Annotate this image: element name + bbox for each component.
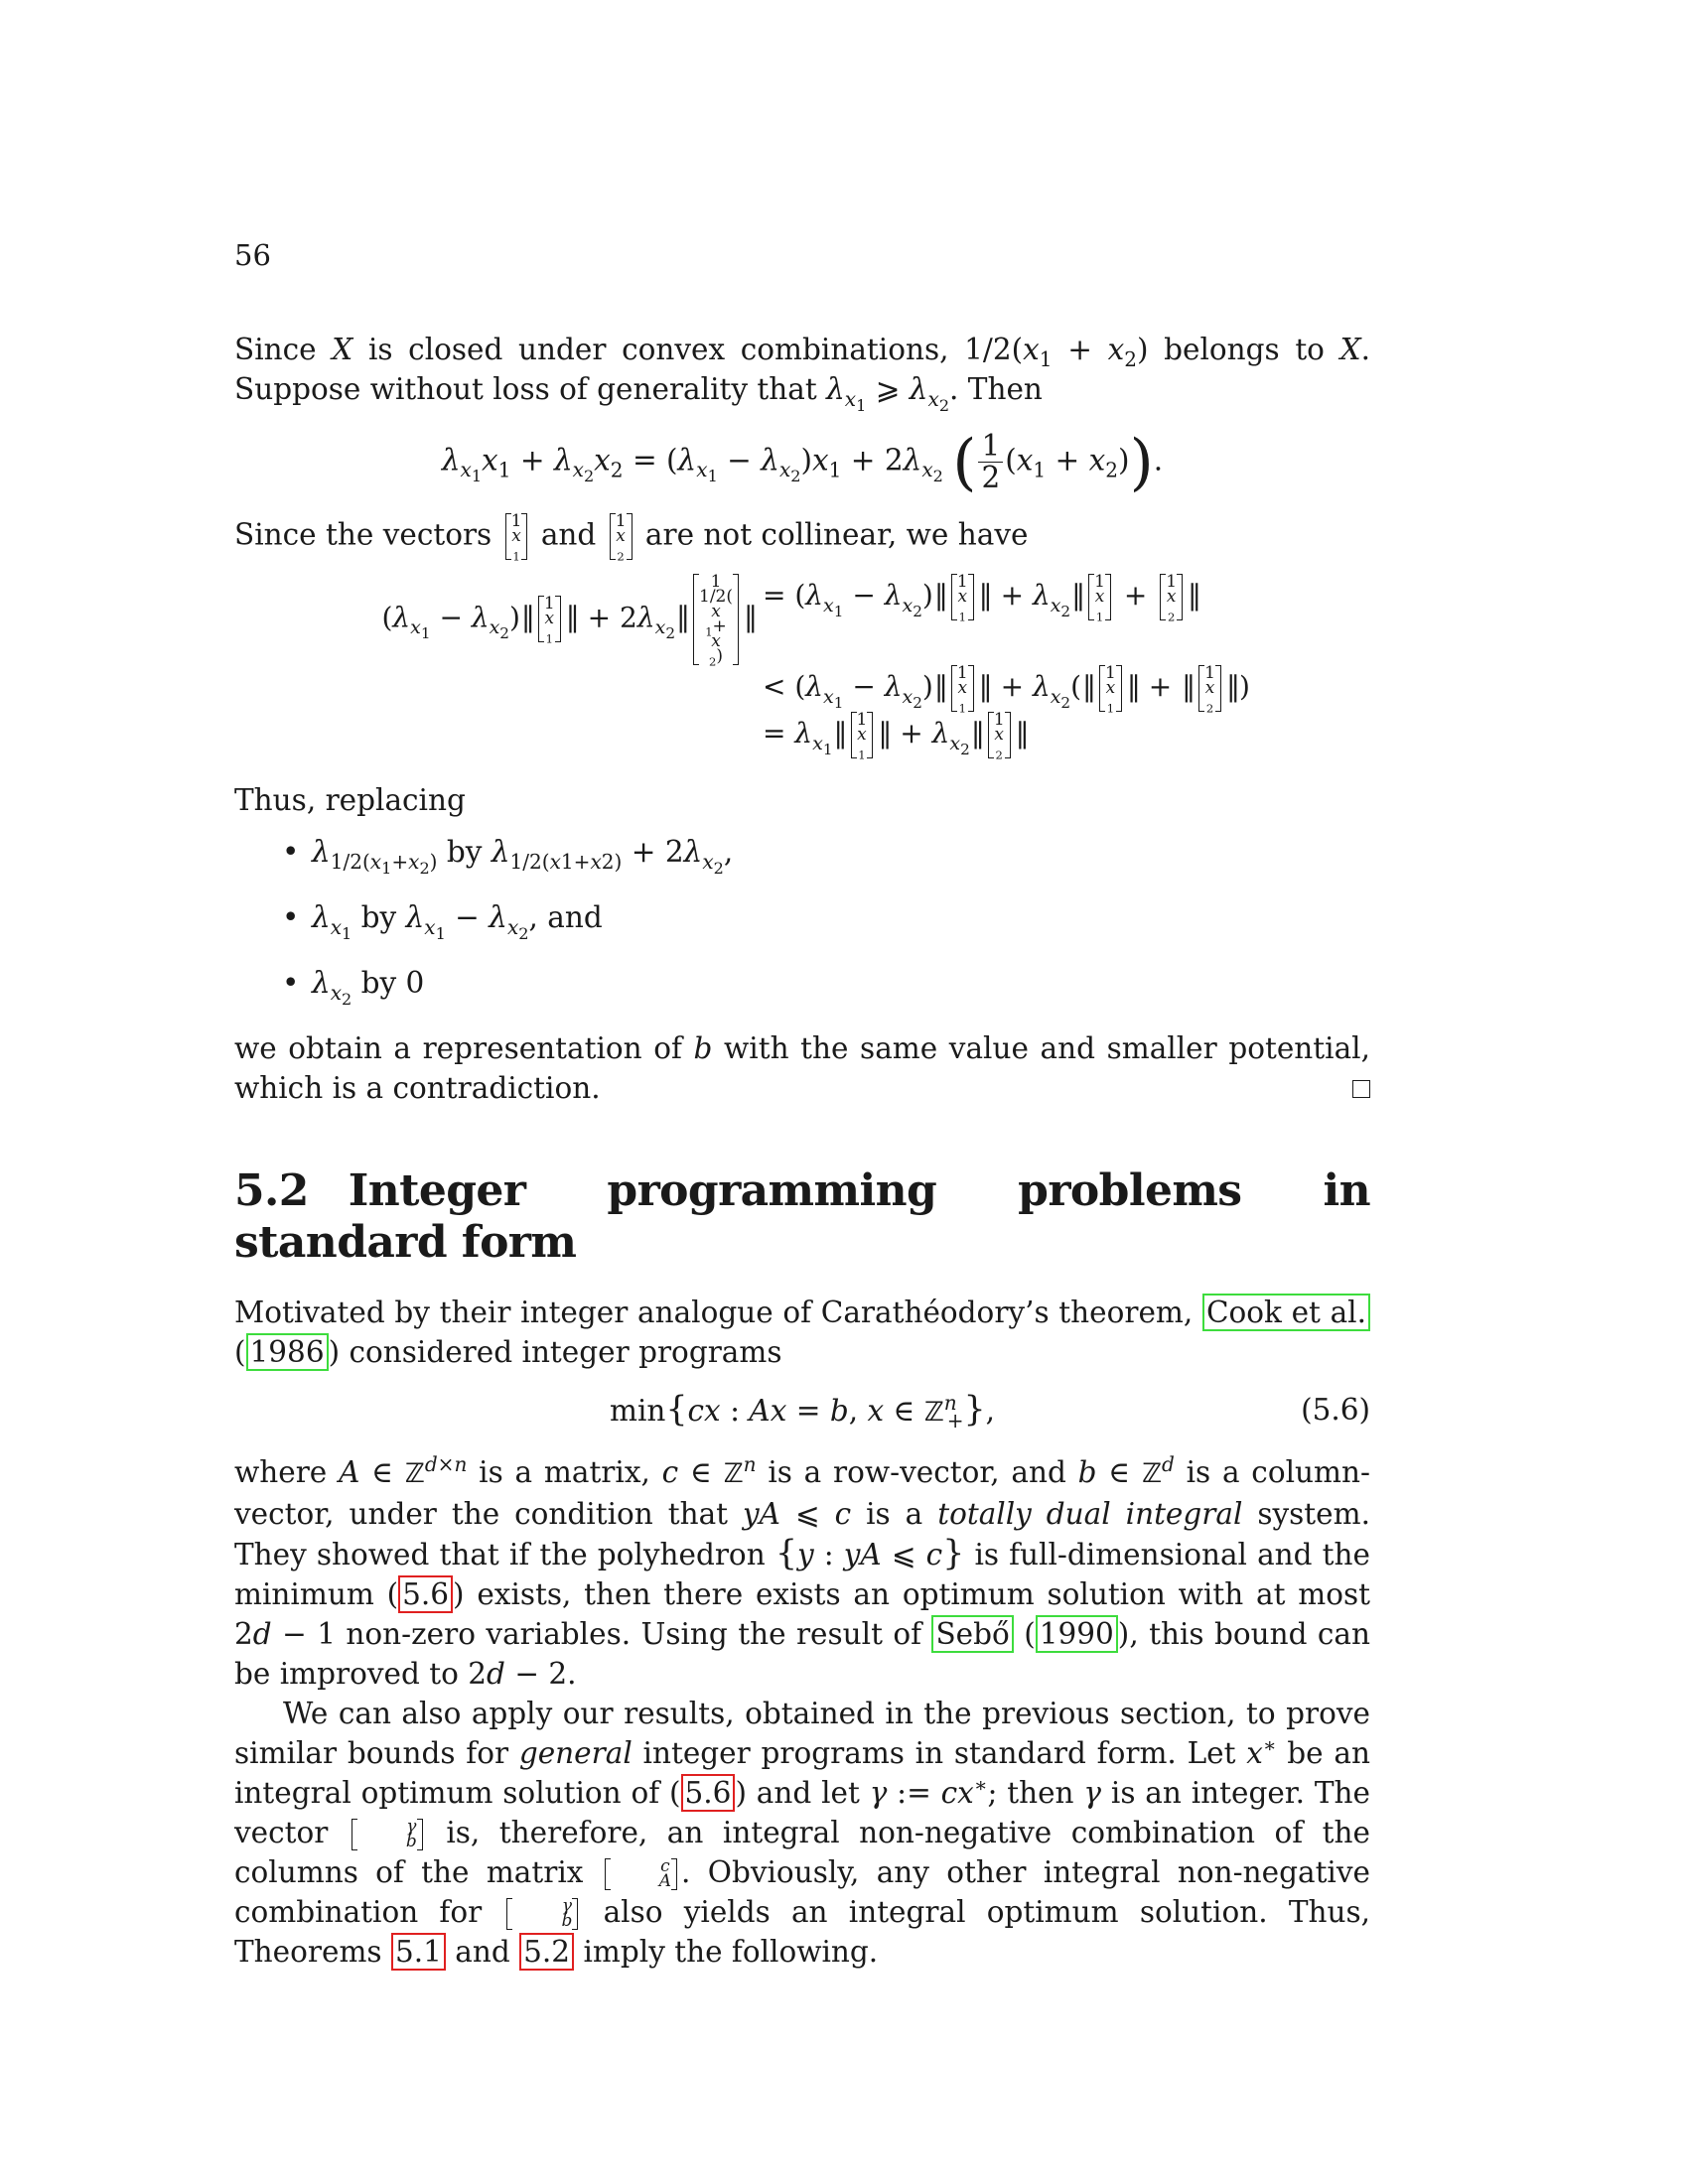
paragraph-contradiction: we obtain a representation of b with the same value and smaller potential, which is a contradiction. xyxy=(234,1030,1370,1105)
page-body xyxy=(234,330,1370,1972)
aligned-row-2: < ($\lambda_{x_1}$ − $\lambda_{x_2})‖$ 1 x $_1$‖ + $\lambda_{x_2}(‖$ 1 x $_1$‖ + ‖ 1 x $_2$‖) xyxy=(763,662,1250,716)
list-item: • $\lambda_{x_1}$ by $\lambda_{x_1} - \lambda_{x_2}$, and xyxy=(282,897,1370,937)
paragraph-general-bounds: We can also apply our results, obtained in the previous section, to prove similar bounds for general integer programs in standard form. Let x∗ be an integral optimum solution of ( 5.6 ) and let γ := cx∗; then γ is an integer. The vector γ b is, therefore, an integral non-negative combination of the columns of the matrix c A . Obviously, any other integral non-negative combination for γ b also yields an integral optimum solution. Thus, Theorems 5.1 and 5.2 imply the following. xyxy=(234,1696,1371,1969)
list-item: • $\lambda_{1/2(x_1+x_2)}$ by $\lambda_{1/2(x1+x2)} + 2\lambda_{x_2}$, xyxy=(282,832,1370,872)
display-equation-lambda: $\lambda_{x_1}x_1 + \lambda_{x_2}x_2 = (\lambda_{x_1} - \lambda_{x_2})x_1 + 2\lambda_{x_2}$ ( $\frac{1}{2}$ $(x_1 + x_2)$). xyxy=(441,425,1164,498)
list-item: • $\lambda_{x_2}$ by 0 xyxy=(282,963,1370,1003)
replacement-list xyxy=(234,832,1370,1009)
matrix-c-a: c A xyxy=(605,1858,677,1890)
paragraph-cook-result: where A ∈ ℤ$^{d\times n}$ is a matrix, c ∈ ℤ$^n$ is a row-vector, and b ∈ ℤ$^d$ is a column-vector, under the condition that yA ⩽ c is a totally dual integral system. They showed that if the polyhedron {y : yA ⩽ c} is full-dimensional and the minimum ( 5.6 ) exists, then there exists an optimum solution with at most 2d − 1 non-zero variables. Using the result of Sebő ( 1990 ), this bound can be improved to 2d − 2. xyxy=(234,1452,1370,1691)
theorem-ref-link-5-2[interactable]: 5.2 xyxy=(519,1933,574,1971)
equation-ref-link[interactable]: 5.6 xyxy=(398,1575,453,1613)
equation-number: (5.6) xyxy=(1301,1392,1370,1427)
paragraph-closure: Since X is closed under convex combinations, $1/2(x_1 + x_2)$ belongs to X. Suppose without loss of generality that $\lambda_{x_1}$ ⩾ $\lambda_{x_2}$. Then xyxy=(234,333,1370,415)
equation-ref-link[interactable]: 5.6 xyxy=(681,1774,736,1812)
citation-link-cook[interactable]: Cook et al. xyxy=(1202,1294,1370,1331)
paragraph-thus-replacing: Thus, replacing xyxy=(234,782,466,817)
vector-1-x2: 1 x $_2$ xyxy=(610,513,633,560)
paragraph-collinear: Since the vectors 1 x $_1$ and 1 x $_2$ are not collinear, we have xyxy=(234,510,1029,564)
vector-gamma-b-2: γ b xyxy=(506,1898,578,1930)
citation-year-link-sebo[interactable]: 1990 xyxy=(1036,1615,1118,1653)
theorem-ref-link-5-1[interactable]: 5.1 xyxy=(391,1933,446,1971)
vector-1-x1: 1 x $_1$ xyxy=(505,513,528,560)
citation-year-link-cook[interactable]: 1986 xyxy=(246,1333,329,1371)
aligned-inequalities xyxy=(234,571,1370,762)
paragraph-motivation: Motivated by their integer analogue of Carathéodory’s theorem, Cook et al. ( 1986 ) considered integer programs xyxy=(234,1293,1370,1372)
citation-link-sebo[interactable]: Sebő xyxy=(931,1615,1013,1653)
aligned-row-1: ($\lambda_{x_1}$ − $\lambda_{x_2})‖$ 1 x $_1$‖ + $2\lambda_{x_2}‖$ 1 1/2( x $_1$+ x $_2$) ‖ = ($\lambda_{x_1}$ − $\lambda_{x_2})‖$ 1 x $_1$‖ + $\lambda_{x_2}‖$ 1 x $_1$ + 1 x $_2$‖ xyxy=(381,571,1200,669)
qed-box-icon xyxy=(1352,1080,1370,1098)
page-number: 56 xyxy=(234,238,271,272)
vector-gamma-b: γ b xyxy=(352,1819,423,1850)
section-number: 5.2 xyxy=(234,1164,309,1216)
section-heading xyxy=(234,1165,1370,1269)
section-title: Integer programming problems in standard form xyxy=(234,1164,1370,1268)
aligned-row-3: = $\lambda_{x_1}‖$ 1 x $_1$‖ + $\lambda_{x_2}‖$ 1 x $_2$‖ xyxy=(763,709,1028,762)
equation-5-6: min{cx : Ax = b, x ∈ ℤ$^n_+$}, (5.6) xyxy=(609,1389,1370,1433)
